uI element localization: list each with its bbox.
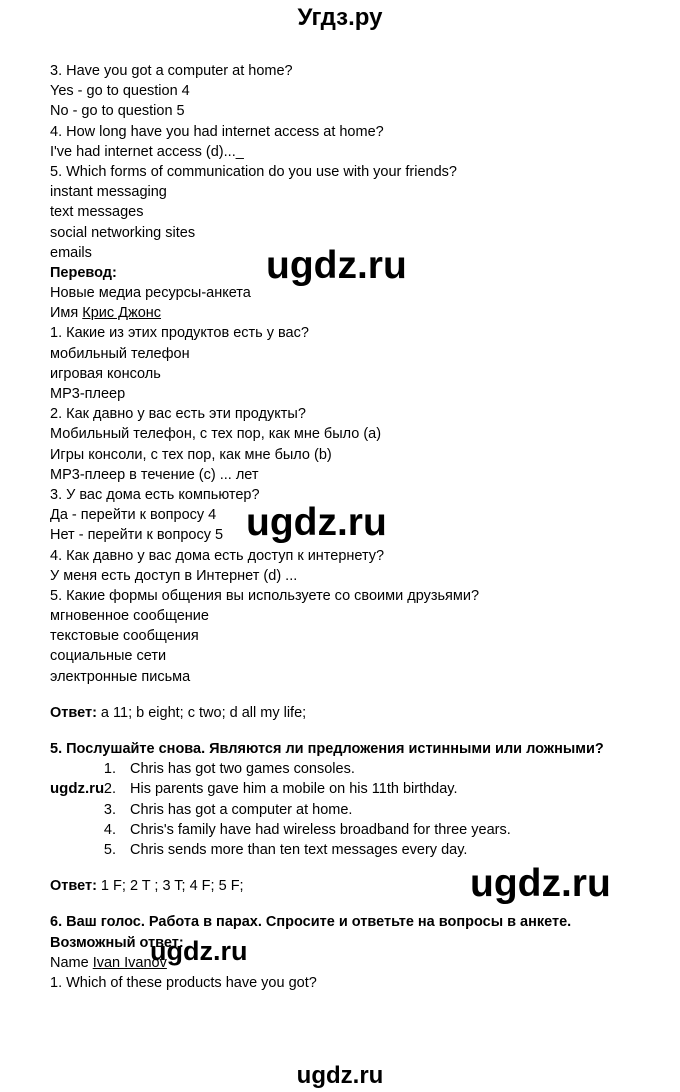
translation-line: 4. Как давно у вас дома есть доступ к интернету?	[50, 547, 385, 564]
item-text: Chris has got a computer at home.	[130, 801, 353, 818]
question-line: 4. How long have you had internet access at home?	[50, 123, 384, 140]
watermark: ugdz.ru	[266, 244, 407, 287]
task6-heading: 6. Ваш голос. Работа в парах. Спросите и ответьте на вопросы в анкете.	[50, 914, 572, 931]
task5-heading: 5. Послушайте снова. Являются ли предложения истинными или ложными?	[50, 741, 604, 757]
question-line: emails	[50, 244, 92, 261]
question-line: Yes - go to question 4	[50, 83, 190, 100]
translation-line: MP3-плеер в течение (c) ... лет	[50, 466, 259, 483]
item-text: His parents gave him a mobile on his 11th birthday.	[130, 781, 458, 798]
list-item	[50, 759, 670, 779]
answer-text: 1 F; 2 T ; 3 T; 4 F; 5 F;	[96, 878, 244, 895]
question-line: 3. Have you got a computer at home?	[50, 63, 293, 79]
list-item	[50, 820, 670, 840]
translation-line: Игры консоли, с тех пор, как мне было (b)	[50, 446, 332, 463]
watermark: ugdz.ru	[246, 501, 387, 544]
translation-line: Нет - перейти к вопросу 5	[50, 527, 224, 544]
item-text: Chris has got two games consoles.	[130, 761, 355, 778]
translation-title: Новые медиа ресурсы-анкета	[50, 285, 251, 302]
translation-line: социальные сети	[50, 648, 167, 665]
translation-line: 3. У вас дома есть компьютер?	[50, 486, 260, 503]
translation-line: мгновенное сообщение	[50, 608, 209, 625]
list-item	[50, 840, 670, 860]
watermark: ugdz.ru	[470, 862, 611, 905]
answer-label: Ответ:	[50, 878, 97, 895]
task6-name-line	[50, 953, 670, 973]
translation-line: электронные письма	[50, 668, 191, 685]
translation-line: 1. Какие из этих продуктов есть у вас?	[50, 325, 309, 342]
task6-question: 1. Which of these products have you got?	[50, 974, 317, 991]
translation-line: У меня есть доступ в Интернет (d) ...	[50, 567, 298, 584]
translation-line: мобильный телефон	[50, 345, 190, 362]
question-line: 5. Which forms of communication do you use with your friends?	[50, 163, 457, 180]
question-line: I've had internet access (d)..._	[50, 143, 244, 160]
answer-line	[50, 703, 670, 723]
answer-label: Ответ:	[50, 704, 97, 721]
site-title: Угдз.ру	[297, 4, 383, 31]
item-number: 4.	[103, 821, 116, 838]
name-value: Ivan Ivanov	[92, 954, 167, 971]
name-label: Name	[50, 954, 93, 971]
translation-line: текстовые сообщения	[50, 628, 199, 645]
watermark: ugdz.ru	[50, 780, 105, 797]
translation-line: Да - перейти к вопросу 4	[50, 507, 217, 524]
item-number: 5.	[103, 841, 116, 858]
name-label: Имя	[50, 305, 83, 322]
item-text: Chris sends more than ten text messages every day.	[130, 841, 468, 858]
item-number: 1.	[103, 761, 116, 778]
translation-heading: Перевод:	[50, 264, 117, 281]
question-line: text messages	[50, 204, 144, 221]
item-number: 3.	[103, 801, 116, 818]
watermark: ugdz.ru	[150, 936, 248, 966]
list-item	[50, 800, 670, 820]
question-line: instant messaging	[50, 184, 167, 201]
translation-line: Мобильный телефон, с тех пор, как мне было (a)	[50, 426, 382, 443]
translation-line: 5. Какие формы общения вы используете со своими друзьями?	[50, 587, 480, 604]
translation-line: игровая консоль	[50, 365, 161, 382]
item-text: Chris's family have had wireless broadband for three years.	[130, 821, 511, 838]
list-item	[50, 779, 670, 799]
translation-name-line	[50, 303, 670, 323]
translation-line: MP3-плеер	[50, 386, 126, 402]
name-value: Крис Джонс	[82, 305, 162, 322]
question-line: social networking sites	[50, 224, 196, 241]
item-number: 2.	[103, 781, 116, 798]
footer-watermark: ugdz.ru	[296, 1062, 384, 1089]
possible-answer-heading: Возможный ответ:	[50, 934, 184, 951]
question-line: No - go to question 5	[50, 103, 185, 120]
translation-line: 2. Как давно у вас есть эти продукты?	[50, 406, 306, 423]
answer-text: a 11; b eight; c two; d all my life;	[96, 704, 307, 721]
